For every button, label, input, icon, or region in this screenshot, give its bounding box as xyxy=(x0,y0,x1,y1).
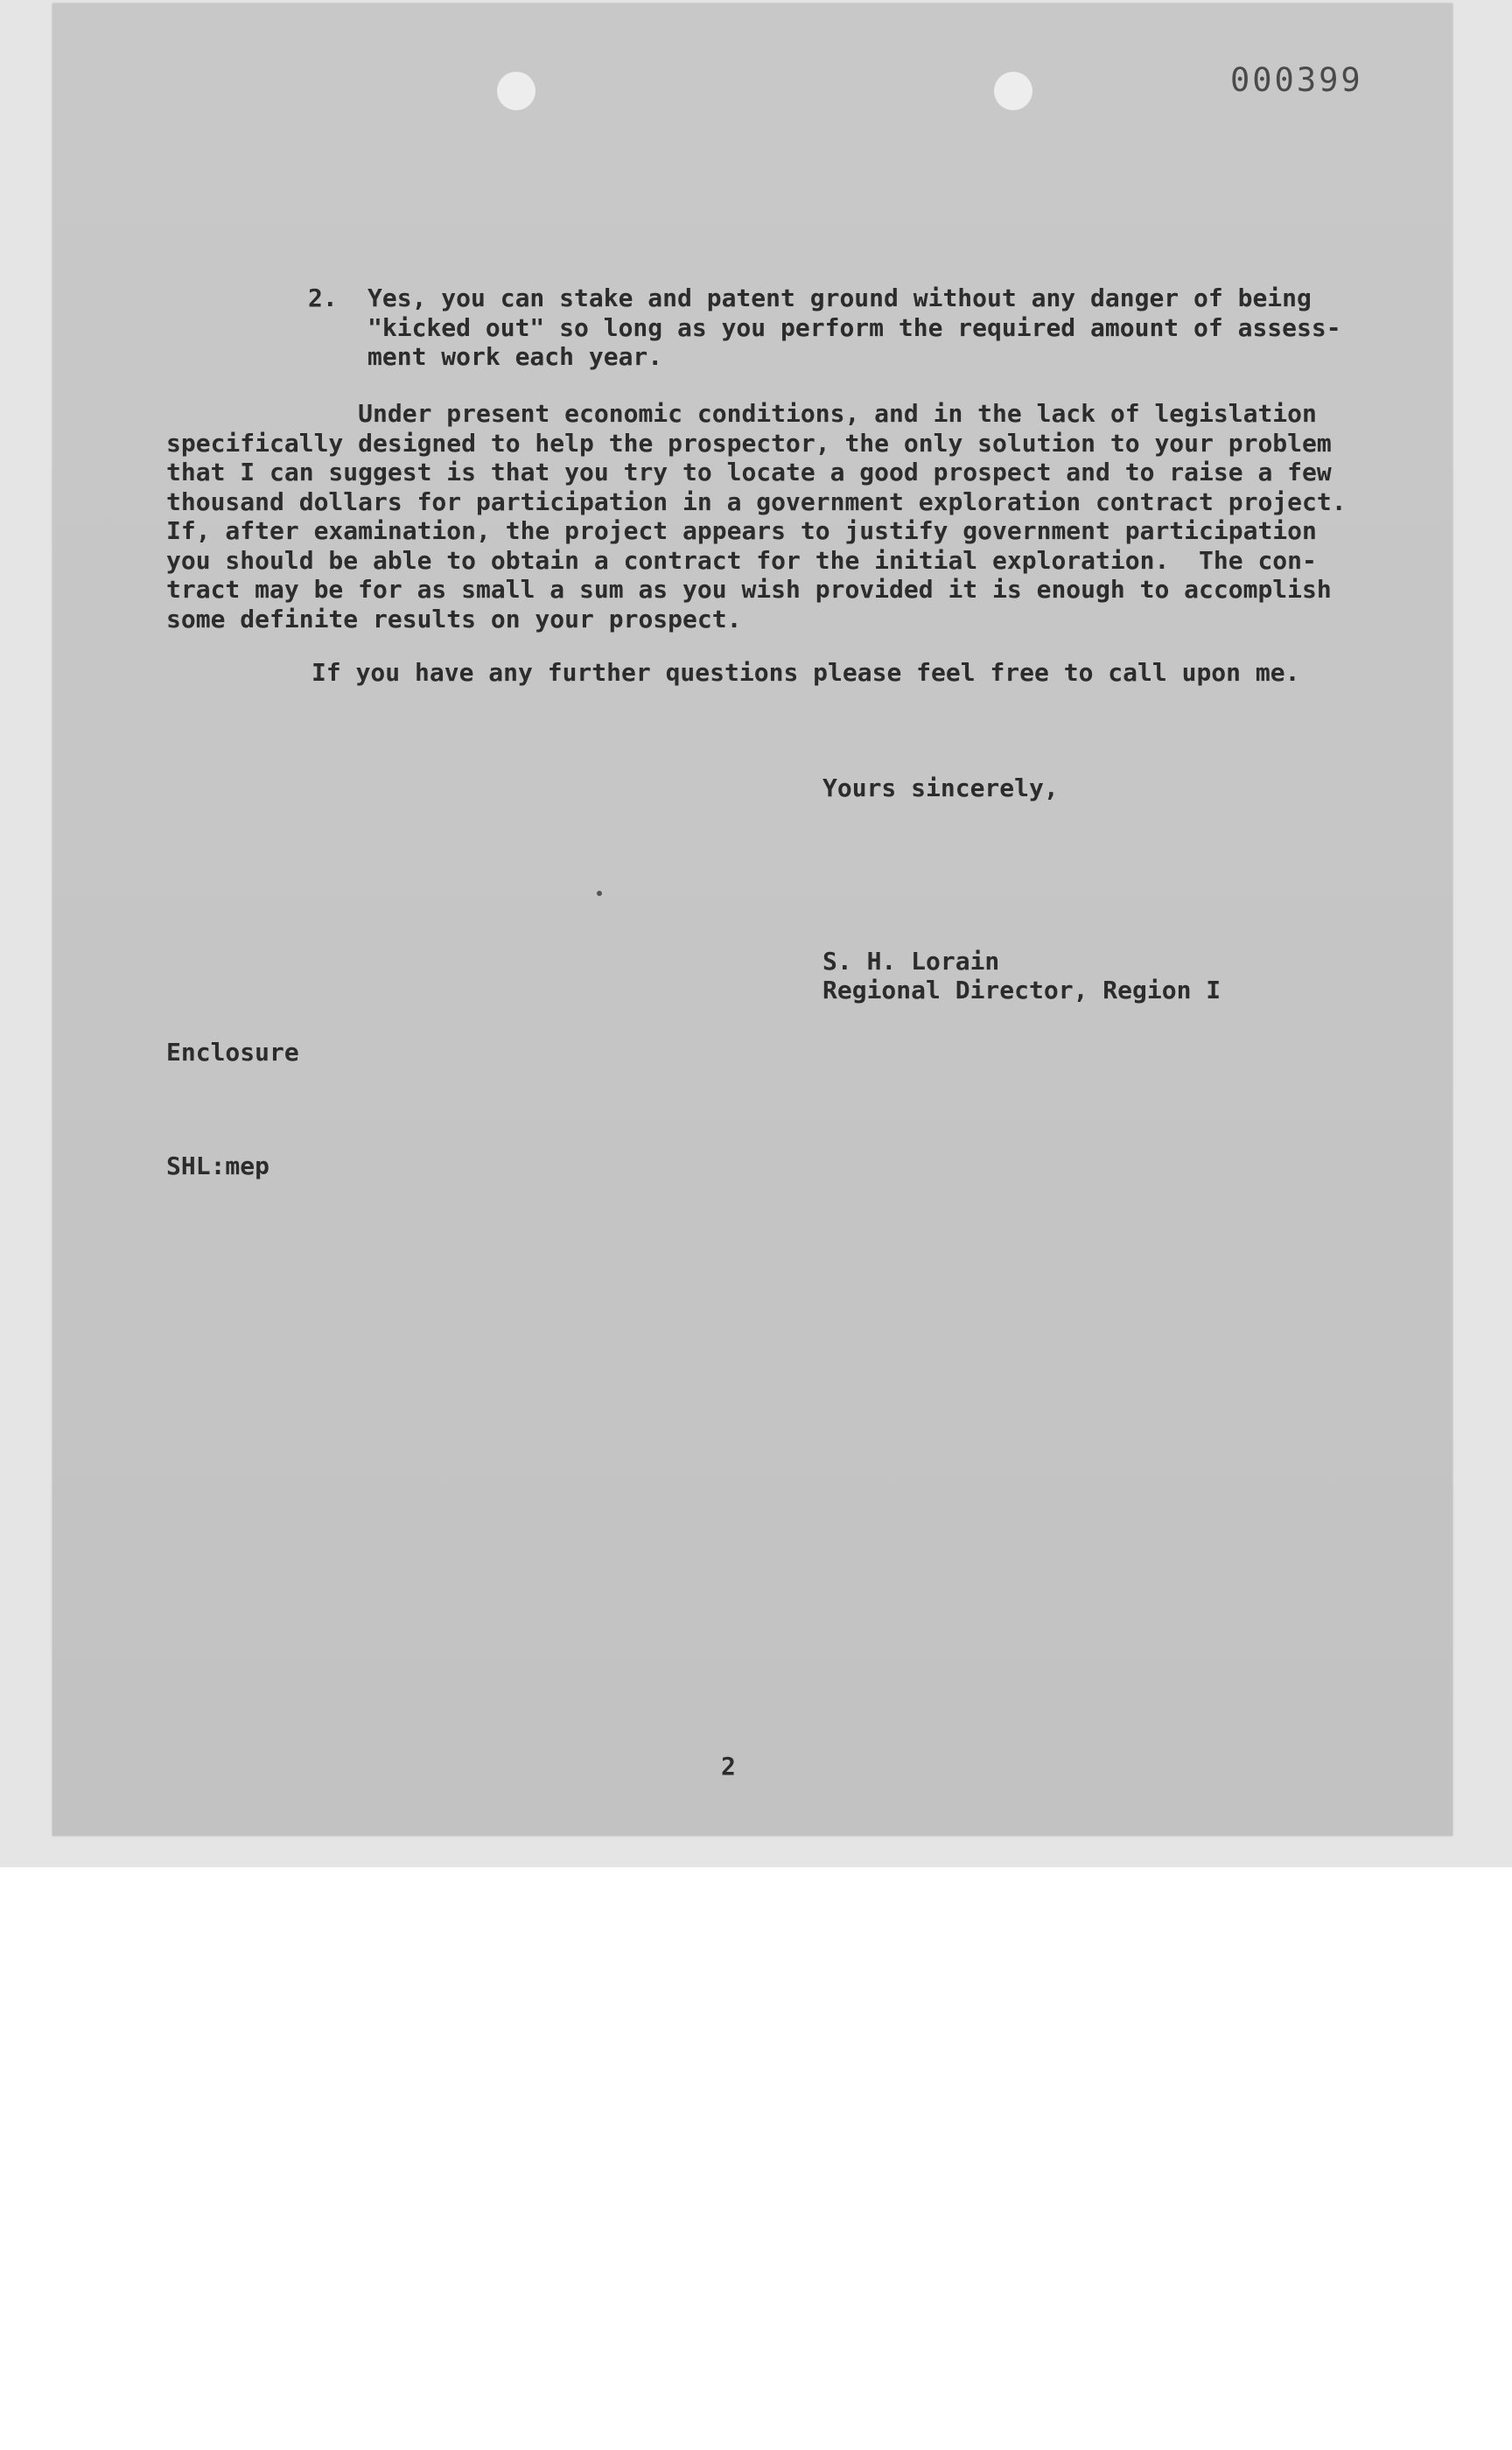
item-line: Yes, you can stake and patent ground without any danger of being xyxy=(368,284,1312,312)
item-line: ment work each year. xyxy=(368,342,663,371)
paragraph-line: thousand dollars for participation in a government exploration contract project. xyxy=(166,486,1347,516)
valediction: Yours sincerely, xyxy=(822,774,1059,802)
enclosure-note: Enclosure xyxy=(166,1038,299,1067)
paragraph-line: that I can suggest is that you try to locate a good prospect and to raise a few xyxy=(166,458,1332,486)
ink-speck xyxy=(597,891,602,896)
paragraph-line: If, after examination, the project appears to justify government participation xyxy=(166,516,1317,545)
punch-hole-left xyxy=(497,72,536,110)
page-number: 2 xyxy=(721,1752,736,1781)
paragraph-line: specifically designed to help the prospector, the only solution to your problem xyxy=(166,428,1332,458)
paragraph-line: some definite results on your prospect. xyxy=(166,604,742,634)
item-2-text xyxy=(368,284,1341,372)
body-paragraph xyxy=(166,399,1347,634)
closing-sentence: If you have any further questions please feel free to call upon me. xyxy=(312,658,1300,687)
letter-page xyxy=(52,4,1452,1836)
typist-initials: SHL:mep xyxy=(166,1152,270,1180)
punch-hole-right xyxy=(994,72,1032,110)
paragraph-line: you should be able to obtain a contract for the initial exploration. The con- xyxy=(166,545,1317,575)
item-number: 2. xyxy=(308,284,338,312)
paragraph-line: tract may be for as small a sum as you wish provided it is enough to accomplish xyxy=(166,575,1332,604)
item-line: "kicked out" so long as you perform the required amount of assess- xyxy=(368,312,1341,342)
document-number: 000399 xyxy=(1230,61,1363,99)
signer-title: Regional Director, Region I xyxy=(822,976,1222,1004)
paragraph-line: Under present economic conditions, and in the lack of legislation xyxy=(166,399,1317,428)
signer-name: S. H. Lorain xyxy=(822,947,1000,976)
